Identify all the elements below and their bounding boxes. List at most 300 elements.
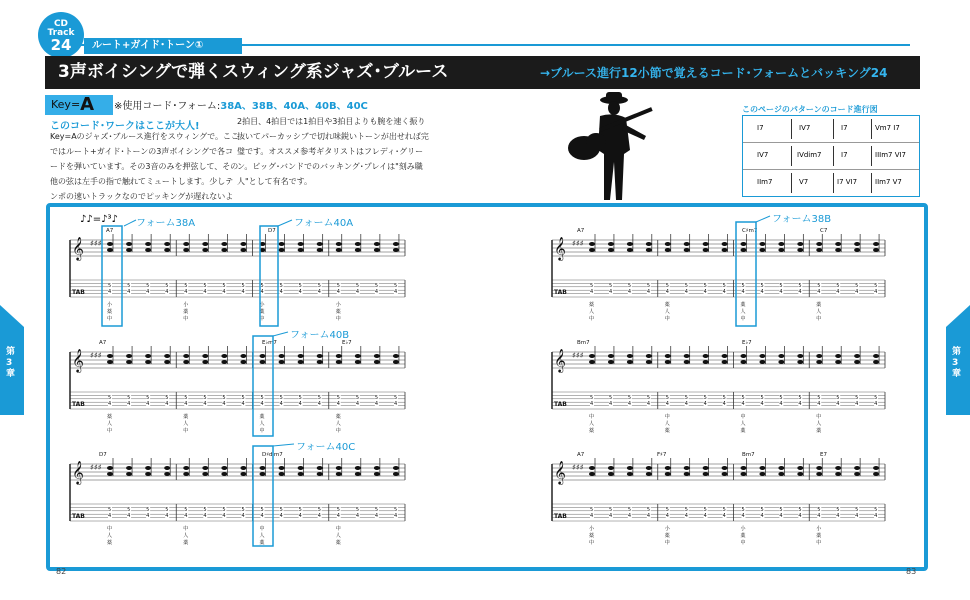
finger-label: 薬 <box>259 540 265 546</box>
notehead <box>298 354 304 358</box>
notehead <box>164 354 170 358</box>
tab-fret-number: 4 <box>779 289 783 295</box>
finger-label: 薬 <box>335 309 341 315</box>
finger-label: 人 <box>589 309 595 315</box>
tab-fret-number: 5 <box>203 507 207 513</box>
callout-line <box>273 444 294 446</box>
tab-fret-number: 4 <box>798 513 802 519</box>
finger-label: 薬 <box>740 533 746 539</box>
chord-symbol: F♯7 <box>657 452 667 458</box>
tab-fret-number: 5 <box>855 283 859 289</box>
tab-fret-number: 4 <box>355 401 359 407</box>
notehead <box>627 248 633 252</box>
notehead <box>298 466 304 470</box>
tab-fret-number: 4 <box>317 513 321 519</box>
tab-fret-number: 5 <box>127 395 131 401</box>
notehead <box>298 472 304 476</box>
tab-fret-number: 5 <box>590 395 594 401</box>
notehead <box>145 472 151 476</box>
tab-fret-number: 4 <box>279 401 283 407</box>
tab-fret-number: 5 <box>646 507 650 513</box>
key-badge <box>45 95 113 115</box>
tab-fret-number: 5 <box>684 395 688 401</box>
tab-fret-number: 5 <box>374 395 379 401</box>
tab-fret-number: 4 <box>703 513 707 519</box>
chord-chart-row <box>743 170 919 196</box>
tab-fret-number: 5 <box>760 507 764 513</box>
notehead <box>873 466 879 470</box>
tab-fret-number: 4 <box>203 401 207 407</box>
notehead <box>778 242 784 246</box>
tab-fret-number: 4 <box>222 513 226 519</box>
finger-label: 中 <box>259 316 265 322</box>
notehead <box>317 242 323 246</box>
notehead <box>355 354 361 358</box>
tab-fret-number: 5 <box>298 283 302 289</box>
finger-label: 薬 <box>183 414 189 420</box>
tab-fret-number: 5 <box>855 395 859 401</box>
tab-fret-number: 5 <box>703 283 707 289</box>
notehead <box>665 354 671 358</box>
tab-fret-number: 4 <box>336 289 340 295</box>
finger-label: 薬 <box>335 540 341 546</box>
subtitle-bar: ルート+ガイド･トーン① <box>84 38 242 54</box>
notehead <box>854 354 860 358</box>
tab-fret-number: 4 <box>608 401 613 407</box>
notehead <box>722 354 728 358</box>
tab-fret-number: 5 <box>817 507 821 513</box>
treble-clef: 𝄞 <box>72 236 84 260</box>
notehead <box>797 248 803 252</box>
finger-label: 中 <box>664 316 670 322</box>
notehead <box>873 360 879 364</box>
notehead <box>835 360 841 364</box>
notehead <box>854 360 860 364</box>
notehead <box>260 354 266 358</box>
finger-label: 小 <box>664 526 670 532</box>
track-label: Track <box>47 28 75 38</box>
tab-fret-number: 4 <box>760 513 764 519</box>
chart-cell: IIm7 V7 <box>875 178 902 186</box>
finger-label: 人 <box>816 421 822 427</box>
tab-fret-number: 5 <box>779 283 783 289</box>
track-number: 24 <box>50 36 72 54</box>
tab-fret-number: 5 <box>260 507 264 513</box>
chapter-tab-left-label-wrap <box>0 305 24 415</box>
notehead <box>240 248 246 252</box>
notehead <box>355 242 361 246</box>
key-signature: ♯♯♯ <box>90 463 102 472</box>
article-paragraph-1: Key=Aのジャズ･ブルース進行をスウィングで。ここではルート+ガイド･トーンの3声ボイシングで各コードを弾いています。その3音のみを押弦して、その他の弦は左手の指で触れてミュートします。少しテンポの速いトラックなのでピッキングが遅れないよ <box>50 132 239 201</box>
tab-fret-number: 4 <box>855 513 859 519</box>
tab-fret-number: 5 <box>608 507 613 513</box>
tab-fret-number: 4 <box>336 401 340 407</box>
notehead <box>221 466 227 470</box>
notehead <box>202 360 208 364</box>
notehead <box>589 354 595 358</box>
notehead <box>797 360 803 364</box>
notehead <box>608 360 614 364</box>
tab-fret-number: 4 <box>608 289 613 295</box>
notehead <box>145 242 151 246</box>
notehead <box>374 354 380 358</box>
notehead <box>126 242 132 246</box>
tab-fret-number: 5 <box>836 395 840 401</box>
swing-mark: ♪♪=♪³♪ <box>80 214 118 225</box>
chapter-tab-right-label: 第3章 <box>952 347 962 379</box>
tab-fret-number: 4 <box>108 513 112 519</box>
notehead <box>722 466 728 470</box>
notehead <box>393 472 399 476</box>
finger-label: 小 <box>335 302 341 308</box>
tab-fret-number: 4 <box>741 401 745 407</box>
tab-clef: TAB <box>554 513 567 520</box>
tab-fret-number: 5 <box>222 283 226 289</box>
finger-label: 中 <box>589 540 595 546</box>
tab-fret-number: 5 <box>836 507 840 513</box>
tab-fret-number: 5 <box>108 507 112 513</box>
finger-label: 人 <box>183 533 189 539</box>
notehead <box>722 248 728 252</box>
notehead <box>183 466 189 470</box>
tab-fret-number: 5 <box>608 395 613 401</box>
tab-fret-number: 5 <box>298 507 302 513</box>
tab-fret-number: 5 <box>355 283 359 289</box>
notehead <box>336 242 342 246</box>
notehead <box>260 360 266 364</box>
notehead <box>797 466 803 470</box>
finger-label: 中 <box>816 316 822 322</box>
notehead <box>355 472 361 476</box>
notehead <box>854 472 860 476</box>
finger-label: 人 <box>335 421 341 427</box>
notehead <box>684 360 690 364</box>
chord-symbol: E♭7 <box>342 340 352 346</box>
notehead <box>164 466 170 470</box>
finger-label: 中 <box>589 414 595 420</box>
notehead <box>355 360 361 364</box>
tab-clef: TAB <box>72 401 85 408</box>
notehead <box>183 242 189 246</box>
notehead <box>107 472 113 476</box>
notehead <box>126 360 132 364</box>
finger-label: 人 <box>740 309 746 315</box>
tab-fret-number: 4 <box>836 401 840 407</box>
finger-label: 小 <box>589 526 595 532</box>
tab-fret-number: 5 <box>127 283 131 289</box>
notehead <box>336 354 342 358</box>
finger-label: 薬 <box>816 302 822 308</box>
notehead <box>703 466 709 470</box>
notehead <box>722 242 728 246</box>
finger-label: 薬 <box>664 428 670 434</box>
tab-clef: TAB <box>554 289 567 296</box>
notehead <box>164 472 170 476</box>
chord-symbol: D♯dim7 <box>262 452 283 458</box>
notehead <box>816 248 822 252</box>
notehead <box>873 242 879 246</box>
tab-fret-number: 5 <box>146 283 150 289</box>
notehead <box>835 248 841 252</box>
finger-label: 人 <box>664 309 670 315</box>
tab-fret-number: 5 <box>665 507 669 513</box>
notehead <box>684 248 690 252</box>
notehead <box>145 466 151 470</box>
tab-fret-number: 4 <box>874 513 878 519</box>
notehead <box>336 360 342 364</box>
notehead <box>646 354 652 358</box>
notehead <box>317 248 323 252</box>
notehead <box>873 248 879 252</box>
key-signature: ♯♯♯ <box>572 351 584 360</box>
tab-fret-number: 5 <box>703 395 707 401</box>
notehead <box>202 242 208 246</box>
cd-label: CD <box>53 19 69 29</box>
finger-label: 中 <box>107 526 113 532</box>
tab-fret-number: 4 <box>127 401 131 407</box>
finger-label: 薬 <box>664 302 670 308</box>
notehead <box>393 248 399 252</box>
notehead <box>279 354 285 358</box>
tab-fret-number: 4 <box>393 401 398 407</box>
tab-fret-number: 5 <box>336 507 340 513</box>
tab-fret-number: 5 <box>184 283 188 289</box>
tab-fret-number: 4 <box>298 513 302 519</box>
treble-clef: 𝄞 <box>72 460 84 484</box>
notehead <box>374 472 380 476</box>
tab-fret-number: 4 <box>260 401 264 407</box>
form-40a-label: フォーム40A <box>294 218 354 229</box>
callout-line <box>278 220 292 226</box>
tab-fret-number: 4 <box>590 401 594 407</box>
chord-symbol: A7 <box>99 340 107 346</box>
treble-clef: 𝄞 <box>72 348 84 372</box>
notehead <box>164 360 170 364</box>
finger-label: 中 <box>183 428 189 434</box>
tab-fret-number: 4 <box>279 289 283 295</box>
tab-fret-number: 5 <box>165 395 169 401</box>
tab-fret-number: 4 <box>798 401 802 407</box>
tab-fret-number: 4 <box>627 289 632 295</box>
tab-fret-number: 4 <box>684 289 688 295</box>
notehead <box>164 248 170 252</box>
tab-fret-number: 5 <box>393 395 398 401</box>
notehead <box>202 472 208 476</box>
tab-fret-number: 4 <box>874 401 878 407</box>
tab-fret-number: 4 <box>165 401 169 407</box>
tab-fret-number: 5 <box>165 507 169 513</box>
tab-fret-number: 5 <box>665 395 669 401</box>
tab-fret-number: 5 <box>279 283 283 289</box>
tab-fret-number: 4 <box>836 513 840 519</box>
notehead <box>240 354 246 358</box>
notehead <box>627 354 633 358</box>
tab-fret-number: 4 <box>393 289 398 295</box>
treble-clef: 𝄞 <box>554 460 566 484</box>
notehead <box>778 472 784 476</box>
treble-clef: 𝄞 <box>554 236 566 260</box>
finger-label: 中 <box>183 526 189 532</box>
finger-label: 中 <box>335 428 341 434</box>
tab-fret-number: 4 <box>722 401 726 407</box>
tab-fret-number: 4 <box>703 401 707 407</box>
notehead <box>816 360 822 364</box>
notehead <box>835 242 841 246</box>
chord-symbol: Bm7 <box>742 452 755 458</box>
notehead <box>741 248 747 252</box>
tab-fret-number: 5 <box>779 395 783 401</box>
notation-canvas <box>50 207 916 559</box>
used-forms-value: 38A、38B、40A、40B、40C <box>220 101 368 112</box>
tab-fret-number: 5 <box>203 395 207 401</box>
chart-cell: IIm7 <box>757 178 773 186</box>
tab-fret-number: 4 <box>760 401 764 407</box>
notehead <box>627 242 633 246</box>
chart-cell: I7 <box>757 124 764 132</box>
notehead <box>816 242 822 246</box>
notehead <box>221 242 227 246</box>
tab-fret-number: 5 <box>817 283 821 289</box>
notehead <box>759 466 765 470</box>
callout-line <box>273 332 288 336</box>
tab-fret-number: 4 <box>108 401 112 407</box>
tab-fret-number: 5 <box>741 283 745 289</box>
tab-fret-number: 4 <box>374 289 379 295</box>
finger-label: 人 <box>335 533 341 539</box>
tab-clef: TAB <box>554 401 567 408</box>
notehead <box>816 354 822 358</box>
finger-label: 中 <box>589 316 595 322</box>
notehead <box>317 472 323 476</box>
notehead <box>778 466 784 470</box>
chart-cell: I7 <box>841 151 848 159</box>
notehead <box>317 466 323 470</box>
tab-fret-number: 5 <box>260 283 264 289</box>
notehead <box>126 472 132 476</box>
notehead <box>355 466 361 470</box>
tab-fret-number: 4 <box>836 289 840 295</box>
finger-label: 人 <box>589 421 595 427</box>
chart-cell: IVdim7 <box>797 151 822 159</box>
tab-fret-number: 5 <box>393 507 398 513</box>
tab-fret-number: 5 <box>108 283 112 289</box>
notehead <box>741 360 747 364</box>
tab-fret-number: 4 <box>779 401 783 407</box>
tab-fret-number: 5 <box>355 507 359 513</box>
tab-fret-number: 4 <box>127 513 131 519</box>
chord-chart-row <box>743 116 919 143</box>
finger-label: 薬 <box>816 428 822 434</box>
notehead <box>778 248 784 252</box>
chord-symbol: E♭7 <box>742 340 752 346</box>
notehead <box>279 472 285 476</box>
tab-fret-number: 4 <box>184 401 188 407</box>
notehead <box>240 472 246 476</box>
notehead <box>665 360 671 364</box>
tab-fret-number: 5 <box>374 507 379 513</box>
tab-fret-number: 5 <box>760 395 764 401</box>
tab-fret-number: 4 <box>855 289 859 295</box>
notehead <box>183 248 189 252</box>
key-signature: ♯♯♯ <box>90 239 102 248</box>
tab-fret-number: 5 <box>665 283 669 289</box>
chord-chart-row <box>743 143 919 170</box>
notehead <box>589 360 595 364</box>
notehead <box>854 242 860 246</box>
tab-clef: TAB <box>72 513 85 520</box>
tab-fret-number: 5 <box>374 283 379 289</box>
chord-symbol: E7 <box>820 452 827 458</box>
notehead <box>126 248 132 252</box>
notehead <box>797 354 803 358</box>
tab-fret-number: 4 <box>817 289 821 295</box>
tab-fret-number: 5 <box>184 507 188 513</box>
notehead <box>145 354 151 358</box>
notehead <box>722 360 728 364</box>
finger-label: 薬 <box>589 533 595 539</box>
finger-label: 薬 <box>335 414 341 420</box>
tab-fret-number: 5 <box>260 395 264 401</box>
finger-label: 薬 <box>740 302 746 308</box>
tab-fret-number: 5 <box>722 507 726 513</box>
notehead <box>854 248 860 252</box>
chord-symbol: A7 <box>106 228 114 234</box>
notehead <box>374 248 380 252</box>
notehead <box>221 248 227 252</box>
notehead <box>279 360 285 364</box>
finger-label: 薬 <box>183 309 189 315</box>
finger-label: 中 <box>107 316 113 322</box>
notehead <box>183 360 189 364</box>
form-highlight-box <box>736 222 756 326</box>
page-title: 3声ボイシングで弾くスウィング系ジャズ･ブルース <box>58 62 449 82</box>
tab-fret-number: 4 <box>260 513 264 519</box>
cd-track-badge <box>38 12 84 58</box>
notehead <box>703 360 709 364</box>
treble-clef: 𝄞 <box>554 348 566 372</box>
notehead <box>646 248 652 252</box>
finger-label: 薬 <box>259 309 265 315</box>
tab-fret-number: 4 <box>665 289 669 295</box>
finger-label: 小 <box>183 302 189 308</box>
notehead <box>646 466 652 470</box>
notehead <box>317 360 323 364</box>
tab-fret-number: 5 <box>855 507 859 513</box>
notehead <box>164 242 170 246</box>
notehead <box>107 466 113 470</box>
tab-fret-number: 5 <box>722 395 726 401</box>
finger-label: 中 <box>664 414 670 420</box>
notehead <box>627 360 633 364</box>
tab-fret-number: 5 <box>608 283 613 289</box>
tab-fret-number: 4 <box>722 289 726 295</box>
chart-cell: IIIm7 VI7 <box>875 151 906 159</box>
tab-fret-number: 4 <box>798 289 802 295</box>
tab-fret-number: 4 <box>165 513 169 519</box>
notehead <box>759 360 765 364</box>
guitarist-silhouette-icon <box>560 90 660 202</box>
notehead <box>145 248 151 252</box>
finger-label: 人 <box>664 421 670 427</box>
tab-fret-number: 5 <box>798 395 802 401</box>
notehead <box>741 472 747 476</box>
notehead <box>393 354 399 358</box>
notehead <box>374 242 380 246</box>
tab-fret-number: 4 <box>665 401 669 407</box>
finger-label: 人 <box>183 421 189 427</box>
finger-label: 中 <box>259 526 265 532</box>
notehead <box>336 466 342 470</box>
